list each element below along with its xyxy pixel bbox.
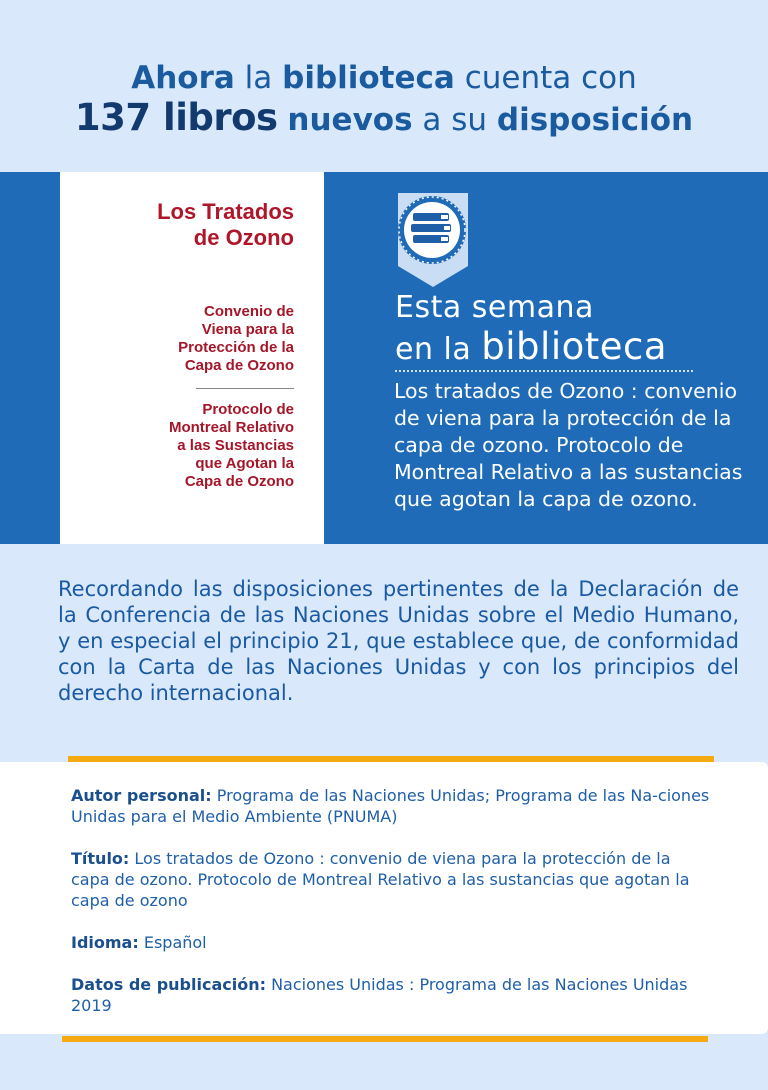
intro-paragraph: Recordando las disposiciones pertinentes de la Declaración de la Conferencia de las Naciones Unidas sobre el Medio Humano, y en especial el principio 21, que establece que, de conformidad con la Carta de las Naciones Unidas y con los principios del derecho internacional. — [58, 577, 739, 705]
books-badge-icon — [395, 190, 471, 290]
field-language — [71, 932, 711, 953]
headline-word-nuevos: nuevos — [287, 102, 413, 138]
field-label: Idioma: — [71, 933, 139, 952]
headline — [0, 58, 768, 140]
headline-word-la: la — [244, 60, 273, 96]
headline-word-cuenta: cuenta con — [464, 60, 637, 96]
headline-word-biblioteca: biblioteca — [282, 60, 455, 96]
field-value: Programa de las Naciones Unidas; Programa de las Na-ciones Unidas para el Medio Ambiente (PNUMA) — [71, 786, 710, 826]
field-label: Título: — [71, 849, 130, 868]
field-value: Naciones Unidas : Programa de las Naciones Unidas 2019 — [71, 975, 688, 1015]
featured-book-title: Los tratados de Ozono : convenio de viena para la protección de la capa de ozono. Protocolo de Montreal Relativo a las sustancias que agotan la capa de ozono. — [394, 379, 743, 511]
field-title — [71, 848, 711, 911]
headline-word-a-su: a su — [422, 102, 488, 138]
field-label: Datos de publicación: — [71, 975, 266, 994]
heading-biblioteca: biblioteca — [481, 325, 668, 368]
cover-title: Los Tratados de Ozono — [157, 199, 294, 250]
field-author — [71, 785, 711, 827]
field-value: Español — [143, 933, 207, 952]
heading-en-la: en la — [395, 332, 472, 367]
accent-bar-bottom — [62, 1036, 708, 1042]
field-label: Autor personal: — [71, 786, 212, 805]
dotted-divider — [395, 370, 693, 372]
cover-divider — [196, 388, 294, 389]
headline-word-disposicion: disposición — [496, 102, 694, 138]
headline-count: 137 libros — [74, 96, 278, 139]
cover-subtitle-convenio: Convenio de Viena para la Protección de la Capa de Ozono — [178, 303, 294, 374]
field-publication — [71, 974, 711, 1016]
headline-word-ahora: Ahora — [131, 60, 235, 96]
cover-subtitle-protocolo: Protocolo de Montreal Relativo a las Sustancias que Agotan la Capa de Ozono — [168, 401, 294, 490]
field-value: Los tratados de Ozono : convenio de viena para la protección de la capa de ozono. Protocolo de Montreal Relativo a las sustancias que agotan la capa de ozono — [71, 849, 690, 910]
book-cover — [60, 172, 324, 544]
section-heading: Esta semana en la biblioteca — [395, 290, 668, 368]
